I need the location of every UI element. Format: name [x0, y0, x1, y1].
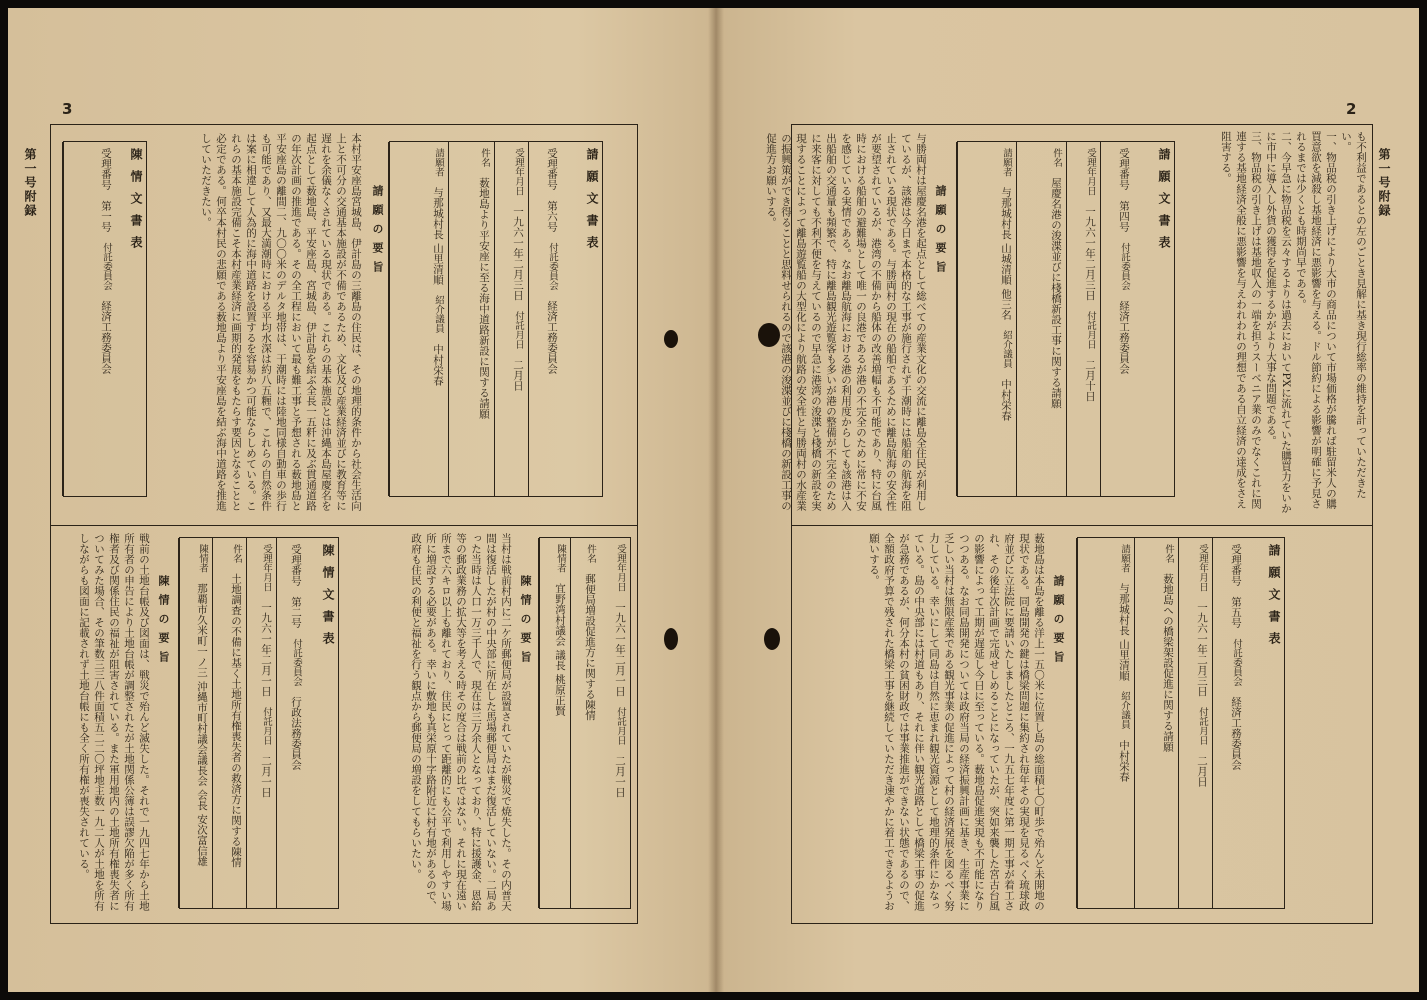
appeal-1-committee-label: 付託委員会 — [101, 242, 112, 290]
appeal-2-date: 一九六一年二月一日 — [260, 602, 272, 697]
appeal-3-appellant: 宜野湾村議会 議長 桃原正賢 — [554, 583, 566, 716]
petition-4-subject-label: 件名 — [1051, 148, 1062, 167]
appeal-2-table — [179, 537, 339, 909]
right-intro-text: も不利益であるとの左のごとき見解に基き現行総率の維持を計っていただきたい。 一、物品税の引き上げにより大市の商品について市場価格が騰れば駐留米人の購買意欲を減殺し基地経済に悪影響を与える。ドル節約による影響が明確に予見されるまでは少くとも時期尚早である。 二、今早急に物品税を云々するよりは過去においてPXに流れていた購買力をいかに市中に導入し外貨の獲得を促進するかがより大事な問題である。 三、物品税の引き上げは基地収入の一端を担うスーベニア業のみでなくこれに関連する基地経済全般に悪影響を与えわれわれの理想である自立経済の達成をさえ阻害する。 — [1220, 131, 1367, 514]
petition-6-summary-heading: 請願の要旨 — [371, 185, 384, 280]
petition-4-petitioner: 与那城村長 山城清順 他三名 — [1000, 187, 1012, 320]
petition-6-introducer: 中村栄春 — [432, 343, 444, 386]
petition-4-summary-heading: 請願の要旨 — [934, 185, 947, 280]
petition-4-committee: 経済工務委員会 — [1118, 300, 1130, 374]
petition-5-subject-col — [1134, 538, 1178, 908]
petition-4-date: 一九六一年二月三日 — [1084, 206, 1096, 301]
petition-4-number-col — [1100, 142, 1134, 496]
petition-6-committee: 経済工務委員会 — [546, 300, 558, 374]
petition-5-committee-label: 付託委員会 — [1231, 638, 1242, 686]
binding-hole-upper-left — [664, 330, 678, 348]
petition-4-title-col — [1134, 142, 1174, 496]
petition-5-number-col — [1212, 538, 1246, 908]
binding-hole-lower-right — [764, 628, 780, 650]
binding-hole-upper-right — [758, 323, 780, 347]
petition-5-date-col — [1178, 538, 1212, 908]
right-page-divider — [792, 525, 1372, 526]
petition-5-table — [1077, 537, 1285, 909]
appeal-1-title-col — [116, 142, 146, 496]
petition-5-committee: 経済工務委員会 — [1230, 696, 1242, 770]
appeal-1-committee: 経済工務委員会 — [100, 300, 112, 374]
petition-6-committee-label: 付託委員会 — [547, 242, 558, 290]
appeal-2-number: 第二号 — [290, 596, 302, 628]
appeal-2-title: 陳情文書表 — [321, 544, 335, 654]
appeal-2-appellant-col — [178, 538, 212, 908]
appeal-2-referred-label: 付託月日 — [261, 707, 272, 745]
appeal-1-number-col — [62, 142, 116, 496]
petition-4-number: 第四号 — [1118, 200, 1130, 232]
petition-4-committee-label: 付託委員会 — [1119, 242, 1130, 290]
appeal-2-receipt-label: 受理番号 — [290, 544, 302, 586]
page-number-right: 2 — [1346, 100, 1357, 118]
appeal-2-referred-date: 二月一日 — [260, 755, 272, 798]
petition-6-referred-date: 二月日 — [512, 359, 524, 391]
side-label-right: 第一号附録 — [1377, 148, 1391, 218]
appeal-3-subject: 郵便局増設促進方に関する陳情 — [584, 573, 596, 721]
side-label-left: 第一号附録 — [23, 148, 37, 218]
petition-5-introducer: 中村栄春 — [1118, 739, 1130, 782]
appeal-3-date-label: 受理年月日 — [615, 544, 626, 592]
page-number-left: 3 — [62, 100, 73, 118]
petition-5-petitioner-label: 請願者 — [1119, 544, 1130, 573]
appeal-2-subject: 土地調査の不備に基く土地所有権喪失者の救済方に関する陳情 — [230, 573, 242, 868]
appeal-2-subject-label: 件名 — [231, 544, 242, 563]
petition-4-introducer-label: 紹介議員 — [1001, 330, 1012, 369]
petition-6-petitioner: 与那城村長 山里清順 — [432, 187, 444, 285]
appeal-3-date-col — [600, 538, 630, 908]
petition-4-referred-date: 二月十日 — [1084, 359, 1096, 402]
petition-4-date-col — [1066, 142, 1100, 496]
petition-6-subject: 薮地島より平安座に至る海中道路新設に関する請願 — [478, 177, 490, 419]
petition-4-people-col — [956, 142, 1016, 496]
petition-4-title: 請願文書表 — [1157, 148, 1171, 258]
appeal-2-summary: 戦前の土地台帳及び図面は、戦災で殆んど滅失した。それで一九四七年から土地所有者の申告により土地台帳が調整されたが土地関係公簿は誤謬欠陥が多く所有権者及び関係住民の福祉が阻害されている。また軍用地内の土地所有権喪失者についてみた場合、その筆数三三八件面積五二二〇坪地主数一九二人が土地を所有しながらも図面に記載されず土地台帳にも全く所有権が喪失されている。 — [78, 533, 150, 911]
petition-6-title-col — [562, 142, 602, 496]
petition-5-referred-date: 二月日 — [1196, 755, 1208, 787]
petition-6-title: 請願文書表 — [585, 148, 599, 258]
petition-5-title-col — [1246, 538, 1284, 908]
appeal-3-table — [539, 537, 631, 909]
petition-6-introducer-label: 紹介議員 — [433, 295, 444, 334]
appeal-2-committee: 行政法務委員会 — [290, 696, 302, 770]
appeal-3-summary: 当村は戦前村内に二ケ所郵便局が設置されていたが戦災で焼失した。その内普天間は復活したが村の中央部に所在した馬場郵便局はまだ復活していない。二局あった当時は人口一万三千人で、現在は三万余人となっており、特に援護金、恩給等の郵政業務の拡大等を考える時その度合は戦前の比ではない。それに現在遠い所まで六キロ以上も離れており、住民にとって距離的にも公平で利用しやすい場所に増設する必要がある。幸いに敷地も真栄原十字路附近に村有地があるので、政府も住民の利便と福祉を行う観点から郵便局の増設をしてもらいたい。 — [410, 533, 512, 911]
petition-5-number: 第五号 — [1230, 596, 1242, 628]
petition-6-petitioner-label: 請願者 — [433, 148, 444, 177]
petition-5-subject-label: 件名 — [1163, 544, 1174, 563]
appeal-2-date-label: 受理年月日 — [261, 544, 272, 592]
appeal-3-appellant-col — [538, 538, 570, 908]
petition-6-number-col — [528, 142, 562, 496]
appeal-1-receipt-label: 受理番号 — [100, 148, 112, 190]
petition-5-subject: 薮地島への橋梁架設促進に関する請願 — [1162, 573, 1174, 752]
petition-6-table — [389, 141, 603, 497]
appeal-3-referred-date: 二月一日 — [614, 755, 626, 798]
appeal-2-appellant-label: 陳情者 — [197, 544, 208, 573]
petition-6-referred-label: 付託月日 — [513, 311, 524, 349]
book-spread — [8, 8, 1419, 992]
appeal-2-date-col — [246, 538, 276, 908]
appeal-2-committee-label: 付託委員会 — [291, 638, 302, 686]
appeal-3-subject-col — [570, 538, 600, 908]
appeal-2-subject-col — [212, 538, 246, 908]
appeal-2-number-col — [276, 538, 306, 908]
petition-4-subject: 屋慶名港の浚渫並びに棧橋新設工事に関する請願 — [1050, 177, 1062, 409]
petition-5-petitioner: 与那城村長 山里清順 — [1118, 583, 1130, 681]
petition-6-date-col — [494, 142, 528, 496]
appeal-3-subject-label: 件名 — [585, 544, 596, 563]
appeal-1-title: 陳情文書表 — [129, 148, 143, 258]
petition-5-receipt-label: 受理番号 — [1230, 544, 1242, 586]
petition-5-date: 一九六一年二月三日 — [1196, 602, 1208, 697]
appeal-2-appellant: 那覇市久米町一ノ三 沖縄市町村議会議長会 会長 安次富信雄 — [196, 583, 208, 867]
appeal-3-summary-heading: 陳情の要旨 — [519, 575, 532, 670]
left-page-divider — [51, 525, 637, 526]
petition-6-date: 一九六一年二月三日 — [512, 206, 524, 301]
appeal-3-date: 一九六一年二月一日 — [614, 602, 626, 697]
appeal-1-number: 第一号 — [100, 200, 112, 232]
appeal-2-summary-heading: 陳情の要旨 — [157, 575, 170, 670]
petition-4-petitioner-label: 請願者 — [1001, 148, 1012, 177]
petition-6-subject-col — [448, 142, 494, 496]
petition-6-receipt-label: 受理番号 — [546, 148, 558, 190]
petition-4-receipt-label: 受理番号 — [1118, 148, 1130, 190]
petition-5-referred-label: 付託月日 — [1197, 707, 1208, 745]
petition-5-title: 請願文書表 — [1267, 544, 1281, 654]
petition-6-summary: 本村平安座島宮城島、伊計島の三離島の住民は、その地理的条件から社会生活向上と不可分の交通基本施設が不備であるため、文化及び産業経済並びに教育等に遅れを余儀なくされている現状である。これらの基本施設とは沖縄本島屋慶名を起点として薮地島、平安座島、宮城島、伊計島を結ぶ全長一五粁に及ぶ貫通道路の年次計画の推進である。その全工程において最も難工事と予想される薮地島と平安座島の離間二、九〇〇米のデルタ地帯は、干潮時には陸地同様自動車の歩行も可能であり、又最大満潮時における平均水深は約八五糎で、これらの自然条件は案に相違して人為的に海中道路を設置するを容易かつ可能ならしめている。これらの基本施設完備こそ本村産業経済に画期的発展をもたらす要因となることと必定である。何卒本村民の悲願である薮地島より平安座島を結ぶ海中道路を推進していただきたい。 — [200, 133, 362, 511]
petition-4-referred-label: 付託月日 — [1085, 311, 1096, 349]
right-page-frame — [765, 124, 1373, 924]
appeal-3-appellant-label: 陳情者 — [555, 544, 566, 573]
petition-5-introducer-label: 紹介議員 — [1119, 691, 1130, 730]
book-gutter — [708, 8, 724, 992]
petition-4-summary: 与勝両村は屋慶名港を起点として総べての産業文化の交流に離島全住民が利用しているが、該港は今日まで本格的な工事が施行されず干潮時には船舶の航海を阻止されている現状である。与勝両村の現在の船舶であるために離島航海の安全性が要望されているが、港湾の不備から船体の改善増幅も不可能であり、特に台風時における船舶の避難場として唯一の良港であるが港の不完全のために常に不安を感じている実情である。なお離島航海における港の利用度からしても該港は入出船舶の交通量も頻繁で、特に離島観光遊覧客も多いが港の整備が不完全のために来客に対しても不利不便を与えているので早急に港湾の浚渫と棧橋の新設を実現することによって離島遊覧船の大型化により航路の安全性と与勝両村の水産業の振興策ができ得ることと思料せられるので該港の浚渫並びに棧橋の新設工事の促進方お願いする。 — [765, 133, 927, 511]
petition-5-summary-heading: 請願の要旨 — [1052, 575, 1065, 670]
petition-4-date-label: 受理年月日 — [1085, 148, 1096, 196]
petition-6-people-col — [388, 142, 448, 496]
petition-5-people-col — [1076, 538, 1134, 908]
appeal-2-title-col — [306, 538, 338, 908]
petition-4-table — [957, 141, 1175, 497]
petition-4-subject-col — [1016, 142, 1066, 496]
petition-6-date-label: 受理年月日 — [513, 148, 524, 196]
petition-4-introducer: 中村栄春 — [1000, 378, 1012, 421]
petition-5-summary: 薮地島は本島を離る洋上一五〇米に位置し島の総面積七〇町歩で殆んど未開地の現状である。同島開発の鍵は橋梁問題に集約され毎年その実現を見るべく琉球政府並びに立法院に要請いたしましたところ、一九五七年度に第一期工事が着工され、その後年次計画で完成せしめることになっていたが、突如来襲した宮古台風の影響によって工期が遅延し今日に至っている。薮地島促進実現も不可能になりつつある。なお同島開発については政府当局の経済振興計画に基き、生産事業に乏しい当村は無限産業である観光事業の促進によって村の経済発展を図るべく努力している。幸いにして同島は自然に恵まれ観光資源として地理的条件にかなっている。島の中央部には村道もあり、それに伴い観光道路として橋梁工事の促進が急務であるが、何分本村の貧困財政では事業推進ができない状態であるので、全額政府予算で残された橋梁工事を継続していただき速やかに着工できるようお願いする。 — [868, 533, 1045, 911]
appeal-3-referred-label: 付託月日 — [615, 707, 626, 745]
appeal-1-table — [63, 141, 147, 497]
petition-6-subject-label: 件名 — [479, 148, 490, 167]
petition-5-date-label: 受理年月日 — [1197, 544, 1208, 592]
left-page-frame — [50, 124, 638, 924]
petition-6-number: 第六号 — [546, 200, 558, 232]
binding-hole-lower-left — [664, 628, 678, 650]
